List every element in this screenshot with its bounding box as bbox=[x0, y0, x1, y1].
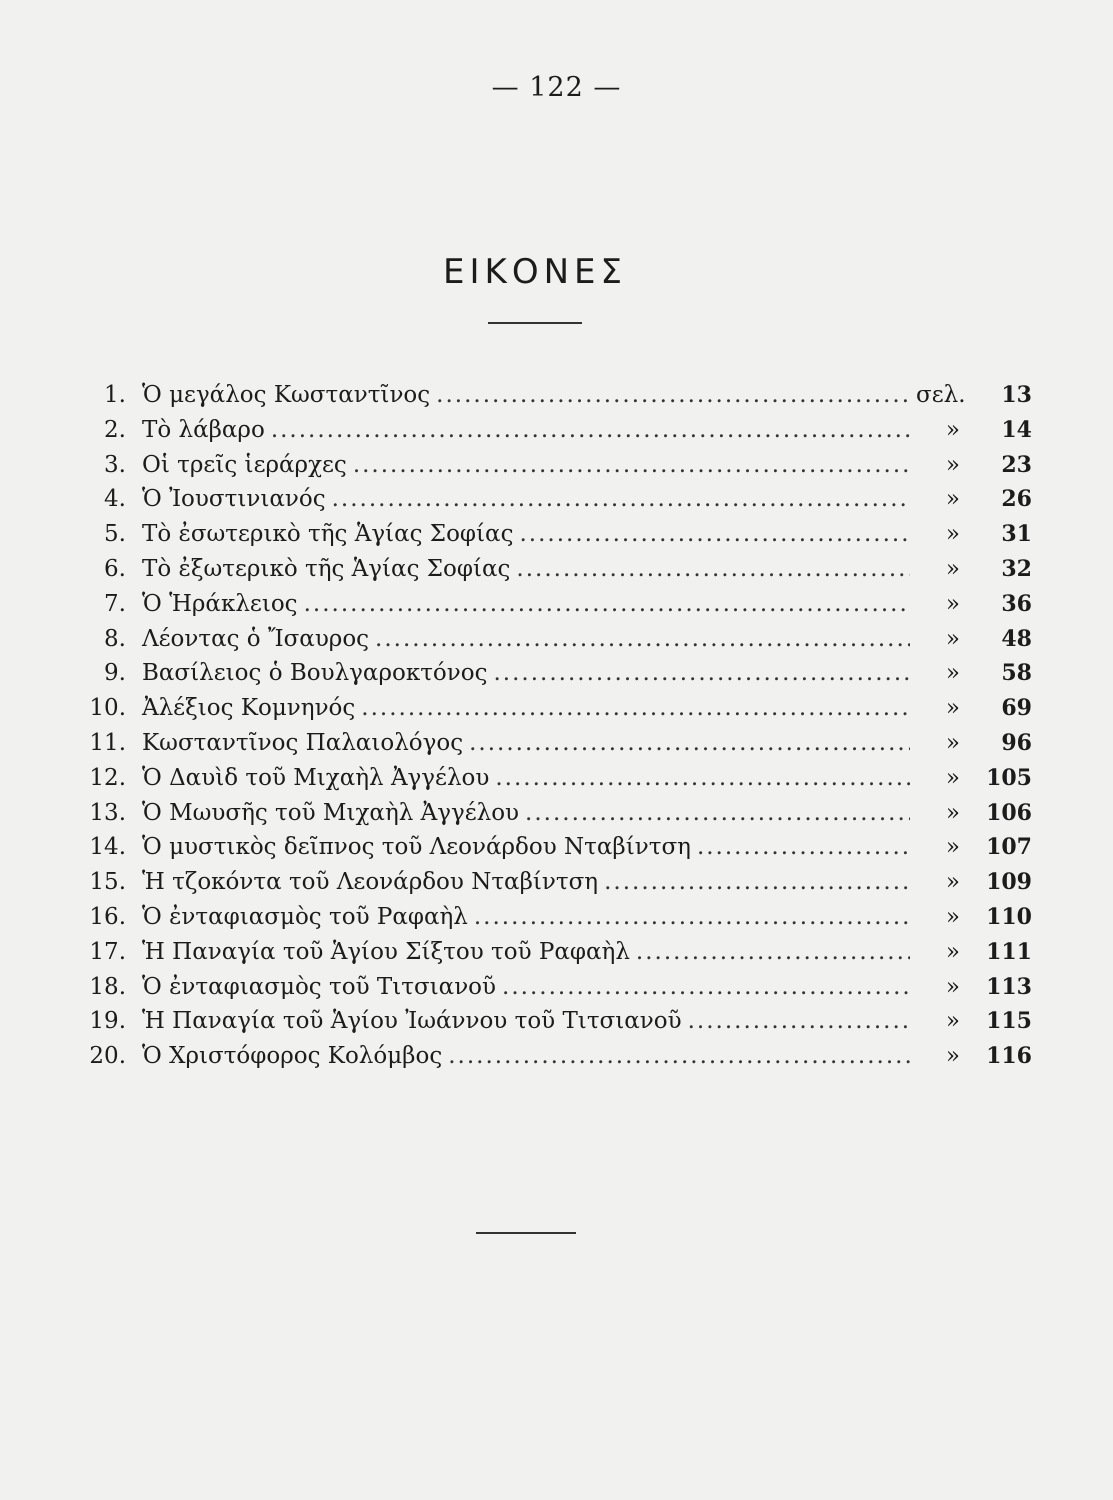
list-item bbox=[62, 800, 1032, 835]
entry-number: 1. bbox=[104, 382, 126, 408]
list-item bbox=[62, 1008, 1032, 1043]
entry-page: 32 bbox=[1001, 555, 1032, 582]
entry-title: Λέοντας ὁ Ἴσαυρος bbox=[142, 625, 370, 652]
list-item bbox=[62, 869, 1032, 904]
dot-leader bbox=[636, 939, 910, 965]
page-label: » bbox=[945, 938, 960, 965]
entry-title: Τὸ λάβαρο bbox=[142, 416, 265, 443]
dot-leader bbox=[448, 1043, 910, 1069]
list-item bbox=[62, 1043, 1032, 1078]
entry-number: 9. bbox=[104, 660, 126, 687]
page-label: » bbox=[945, 834, 960, 861]
entry-number: 5. bbox=[104, 521, 126, 548]
entry-title: Τὸ ἐξωτερικὸ τῆς Ἁγίας Σοφίας bbox=[142, 555, 511, 582]
entry-page: 96 bbox=[1001, 729, 1032, 756]
entry-page: 36 bbox=[1001, 590, 1032, 617]
entry-page: 13 bbox=[1001, 382, 1032, 408]
page-label: » bbox=[945, 1043, 960, 1070]
page-label: » bbox=[945, 590, 960, 617]
entry-title: Ἡ Παναγία τοῦ Ἁγίου Σίξτου τοῦ Ραφαὴλ bbox=[142, 938, 630, 965]
illustrations-list bbox=[62, 382, 1032, 1078]
page-title: ΕΙΚΟΝΕΣ bbox=[443, 252, 627, 292]
page-number: — 122 — bbox=[491, 72, 622, 103]
list-item bbox=[62, 695, 1032, 730]
entry-title: Ὁ Ἡράκλειος bbox=[142, 590, 298, 617]
dot-leader bbox=[332, 486, 910, 512]
title-divider bbox=[488, 322, 582, 324]
entry-page: 69 bbox=[1001, 695, 1032, 722]
entry-page: 110 bbox=[986, 903, 1032, 930]
page-label: » bbox=[945, 695, 960, 722]
entry-number: 3. bbox=[104, 451, 126, 478]
end-divider bbox=[476, 1232, 576, 1234]
entry-title: Ὁ Χριστόφορος Κολόμβος bbox=[142, 1043, 443, 1070]
dot-leader bbox=[474, 904, 910, 930]
page-label: σελ. bbox=[916, 382, 966, 408]
entry-page: 14 bbox=[1001, 416, 1032, 443]
list-item bbox=[62, 417, 1032, 452]
entry-number: 10. bbox=[89, 695, 126, 722]
entry-page: 105 bbox=[986, 764, 1032, 791]
page-label: » bbox=[945, 973, 960, 1000]
page-label: » bbox=[945, 1008, 960, 1035]
dot-leader bbox=[697, 834, 910, 860]
entry-number: 7. bbox=[104, 590, 126, 617]
entry-title: Ὁ Δαυὶδ τοῦ Μιχαὴλ Ἀγγέλου bbox=[142, 764, 490, 791]
page-label: » bbox=[945, 660, 960, 687]
entry-page: 23 bbox=[1001, 451, 1032, 478]
entry-page: 48 bbox=[1001, 625, 1032, 652]
entry-number: 20. bbox=[89, 1043, 126, 1070]
list-item bbox=[62, 834, 1032, 869]
entry-title: Ὁ Ἰουστινιανός bbox=[142, 486, 326, 513]
list-item bbox=[62, 730, 1032, 765]
entry-number: 8. bbox=[104, 625, 126, 652]
entry-page: 107 bbox=[986, 834, 1032, 861]
entry-page: 58 bbox=[1001, 660, 1032, 687]
page-label: » bbox=[945, 903, 960, 930]
entry-title: Ὁ μυστικὸς δεῖπνος τοῦ Λεονάρδου Νταβίντση bbox=[142, 834, 691, 861]
entry-title: Ἡ τζοκόντα τοῦ Λεονάρδου Νταβίντση bbox=[142, 869, 599, 896]
entry-title: Κωσταντῖνος Παλαιολόγος bbox=[142, 729, 464, 756]
entry-page: 31 bbox=[1001, 521, 1032, 548]
page-label: » bbox=[945, 416, 960, 443]
entry-title: Ἀλέξιος Κομνηνός bbox=[142, 695, 356, 722]
entry-page: 26 bbox=[1001, 486, 1032, 513]
page-label: » bbox=[945, 869, 960, 896]
entry-page: 106 bbox=[986, 799, 1032, 826]
entry-number: 14. bbox=[89, 834, 126, 861]
list-item bbox=[62, 521, 1032, 556]
entry-number: 6. bbox=[104, 555, 126, 582]
list-item bbox=[62, 974, 1032, 1009]
list-item bbox=[62, 452, 1032, 487]
entry-page: 113 bbox=[986, 973, 1032, 1000]
entry-number: 17. bbox=[89, 938, 126, 965]
dot-leader bbox=[493, 660, 910, 686]
entry-title: Βασίλειος ὁ Βουλγαροκτόνος bbox=[142, 660, 488, 687]
page-label: » bbox=[945, 521, 960, 548]
entry-number: 13. bbox=[89, 799, 126, 826]
entry-number: 18. bbox=[89, 973, 126, 1000]
dot-leader bbox=[519, 521, 910, 547]
page-label: » bbox=[945, 799, 960, 826]
entry-title: Ὁ ἐνταφιασμὸς τοῦ Ραφαὴλ bbox=[142, 903, 468, 930]
entry-number: 15. bbox=[89, 869, 126, 896]
dot-leader bbox=[361, 695, 910, 721]
dot-leader bbox=[375, 626, 910, 652]
dot-leader bbox=[495, 765, 910, 791]
dot-leader bbox=[304, 591, 910, 617]
list-item bbox=[62, 382, 1032, 417]
page-label: » bbox=[945, 625, 960, 652]
entry-number: 12. bbox=[89, 764, 126, 791]
dot-leader bbox=[516, 556, 910, 582]
dot-leader bbox=[436, 382, 910, 408]
list-item bbox=[62, 765, 1032, 800]
entry-page: 109 bbox=[986, 869, 1032, 896]
page-label: » bbox=[945, 555, 960, 582]
entry-number: 4. bbox=[104, 486, 126, 513]
dot-leader bbox=[525, 800, 910, 826]
entry-number: 19. bbox=[89, 1008, 126, 1035]
dot-leader bbox=[604, 869, 910, 895]
entry-number: 16. bbox=[89, 903, 126, 930]
entry-title: Ὁ μεγάλος Κωσταντῖνος bbox=[142, 382, 431, 408]
dot-leader bbox=[353, 452, 910, 478]
list-item bbox=[62, 626, 1032, 661]
dot-leader bbox=[502, 974, 910, 1000]
entry-title: Ὁ Μωυσῆς τοῦ Μιχαὴλ Ἀγγέλου bbox=[142, 799, 520, 826]
page-label: » bbox=[945, 486, 960, 513]
list-item bbox=[62, 486, 1032, 521]
dot-leader bbox=[271, 417, 910, 443]
page-label: » bbox=[945, 451, 960, 478]
list-item bbox=[62, 939, 1032, 974]
page-label: » bbox=[945, 729, 960, 756]
entry-number: 2. bbox=[104, 416, 126, 443]
page-label: » bbox=[945, 764, 960, 791]
list-item bbox=[62, 591, 1032, 626]
list-item bbox=[62, 660, 1032, 695]
entry-title: Ὁ ἐνταφιασμὸς τοῦ Τιτσιανοῦ bbox=[142, 973, 497, 1000]
entry-title: Οἱ τρεῖς ἱεράρχες bbox=[142, 451, 347, 478]
entry-page: 115 bbox=[986, 1008, 1032, 1035]
entry-page: 111 bbox=[986, 938, 1032, 965]
entry-title: Τὸ ἐσωτερικὸ τῆς Ἁγίας Σοφίας bbox=[142, 521, 514, 548]
list-item bbox=[62, 904, 1032, 939]
dot-leader bbox=[688, 1008, 910, 1034]
entry-title: Ἡ Παναγία τοῦ Ἁγίου Ἰωάννου τοῦ Τιτσιανοῦ bbox=[142, 1008, 682, 1035]
entry-number: 11. bbox=[89, 729, 126, 756]
dot-leader bbox=[469, 730, 910, 756]
entry-page: 116 bbox=[986, 1043, 1032, 1070]
list-item bbox=[62, 556, 1032, 591]
